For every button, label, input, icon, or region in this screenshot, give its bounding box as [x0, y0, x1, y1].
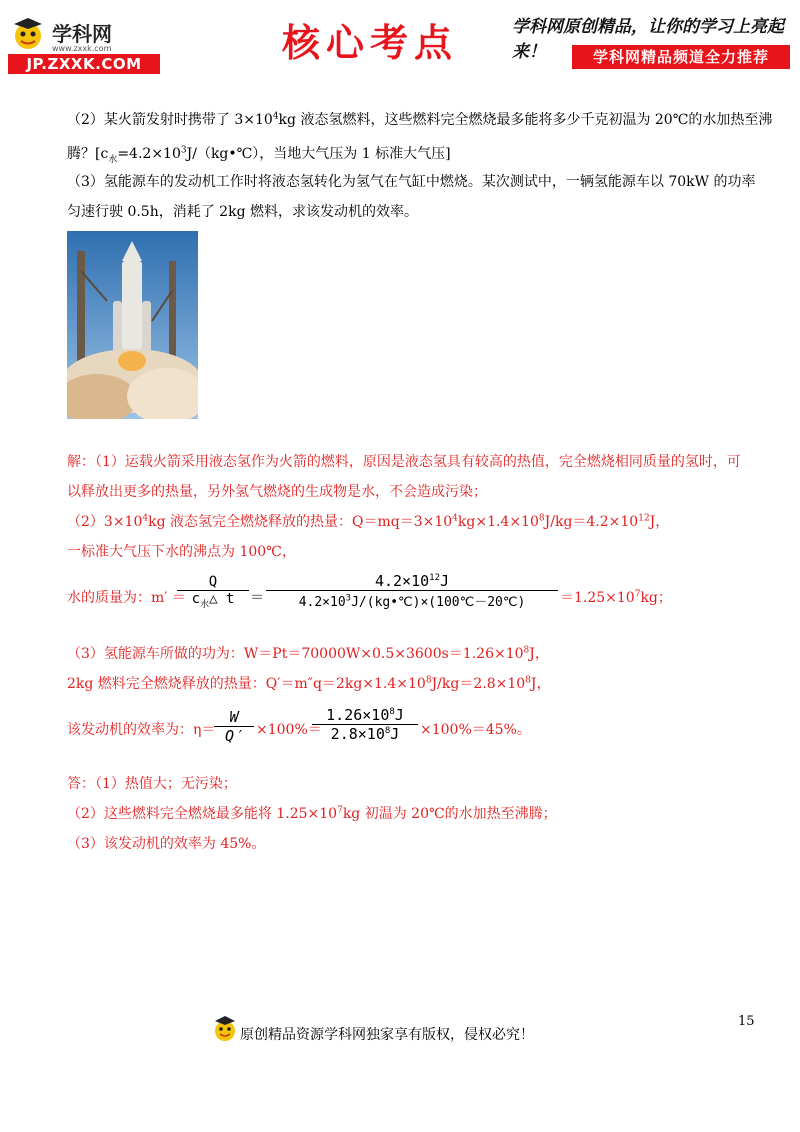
- page-number: 15: [738, 1014, 755, 1029]
- logo-title: 学科网: [52, 22, 112, 46]
- times-100-percent: ×100%＝: [256, 722, 322, 738]
- rocket-launch-image: [67, 231, 198, 419]
- question-3-line-2: 匀速行驶 0.5h，消耗了 2kg 燃料，求该发动机的效率。: [67, 204, 418, 220]
- question-2-line-1: （2）某火箭发射时携带了 $3\times 10^4kg$ 液态氢燃料，这些燃料完全燃烧最多能将多少千克初温为 20℃的水加热至沸: [67, 111, 773, 128]
- fraction-water-mass: [266, 572, 558, 610]
- header-banner: 学科网精品频道全力推荐: [572, 45, 790, 69]
- fraction-q-over-c-dt: [177, 574, 249, 610]
- question-3-line-1: （3）氢能源车的发动机工作时将液态氢转化为氢气在气缸中燃烧。某次测试中，一辆氢能源车以 70kW 的功率: [67, 174, 756, 190]
- solution-3-line-1: （3）氢能源车所做的功为：$W=Pt=70000W\times 0.5\times 3600s=1.26\times 10^8J$，: [67, 645, 549, 662]
- fraction-numerator: $1.26\times 10^8J$: [326, 706, 404, 724]
- equals-sign: ＝: [250, 590, 264, 606]
- fraction-numerator: $4.2\times 10^{12}J$: [374, 572, 450, 590]
- efficiency-result: ×100%＝45%。: [420, 722, 531, 738]
- header-slogan: 学科网原创精品，让你的学习上亮起来！: [512, 17, 784, 62]
- answer-1: 答：（1）热值大；无污染；: [67, 776, 237, 792]
- logo-url: www.zxxk.com: [52, 44, 112, 53]
- fraction-denominator: Q′: [224, 727, 244, 745]
- solution-3-line-2: 2kg 燃料完全燃烧释放的热量：$Q'=m''q=2kg\times 1.4\times 10^8J/kg=2.8\times 10^8J$，: [67, 675, 551, 692]
- mascot-icon: [8, 14, 48, 54]
- fraction-denominator: $c_水\triangle$ t: [191, 591, 235, 610]
- water-mass-label: 水的质量为：m′ ＝: [67, 590, 186, 606]
- fraction-denominator: $4.2\times 10^3J/(kg•℃)\times(100℃-20℃)$: [298, 593, 526, 610]
- footer-copyright: 原创精品资源学科网独家享有版权，侵权必究！: [240, 1027, 534, 1043]
- fraction-w-over-q: [214, 708, 254, 745]
- fraction-numerator: W: [229, 708, 239, 726]
- logo-band: JP.ZXXK.COM: [8, 54, 160, 74]
- water-mass-result: $=1.25\times 10^7kg$；: [560, 589, 672, 606]
- answer-2: （2）这些燃料完全燃烧最多能将 $1.25\times 10^7kg$ 初温为 20℃的水加热至沸腾；: [67, 805, 557, 822]
- solution-1-line-1: 解：（1）运载火箭采用液态氢作为火箭的燃料，原因是液态氢具有较高的热值，完全燃烧相同质量的氢时，可: [67, 454, 741, 470]
- header-title: 核心考点: [282, 20, 459, 65]
- answer-3: （3）该发动机的效率为 45%。: [67, 836, 266, 852]
- solution-2-line-1: $(2)3\times 10^4kg$ 液态氢完全燃烧释放的热量：$Q=mq=3\times 10^4kg\times 1.4\times 10^8J/kg=4.2\times 10^{12}J$，: [67, 513, 670, 530]
- mascot-icon: [212, 1014, 238, 1044]
- fraction-efficiency: [312, 706, 418, 743]
- efficiency-label: 该发动机的效率为：η＝: [67, 722, 216, 738]
- site-logo: [8, 10, 160, 74]
- fraction-numerator: Q: [208, 574, 218, 590]
- solution-2-line-2: 一标准大气压下水的沸点为 100℃，: [67, 544, 296, 560]
- solution-1-line-2: 以释放出更多的热量，另外氢气燃烧的生成物是水，不会造成污染；: [67, 484, 487, 500]
- fraction-denominator: $2.8\times 10^8J$: [330, 725, 400, 743]
- question-2-line-2: 腾？[$c_水=4.2\times 10^3J/(kg•℃)$，当地大气压为 1 标准大气压]: [67, 145, 451, 165]
